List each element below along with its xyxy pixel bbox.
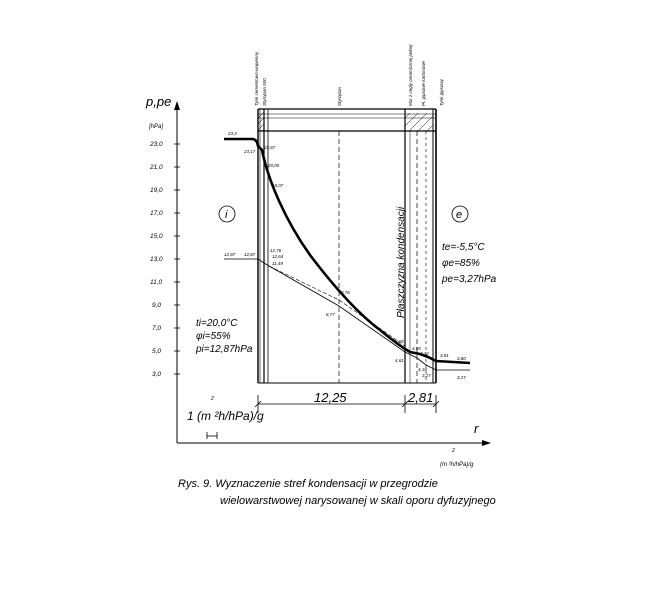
point-label: 4,18 (418, 367, 427, 372)
point-label: 3,27 (422, 373, 431, 378)
x-axis-unit-exp: 2 (452, 448, 455, 454)
scale-label: 1 (m ²h/hPa)/g (187, 409, 264, 423)
inside-pressure: pi=12,87hPa (196, 344, 253, 355)
layer-label: Pł. gipsowe kartonowe (421, 60, 426, 106)
y-tick-label: 19,0 (150, 187, 163, 194)
layer-label: Styropian 500 (262, 78, 267, 106)
point-label: 4,61 (395, 358, 404, 363)
y-tick-label: 23,0 (150, 141, 163, 148)
y-tick-label: 5,0 (152, 348, 162, 355)
point-label: 23,4 (228, 131, 237, 136)
point-label: 23,17 (244, 149, 256, 154)
x-axis-label: r (474, 421, 479, 436)
point-label: 12,64 (272, 254, 284, 259)
inside-humidity: φi=55% (196, 331, 231, 342)
scale-exp: 2 (211, 396, 214, 402)
outside-temp: te=-5,5°C (442, 242, 485, 253)
condensation-plane-label: Płaszczyzna kondensacji (396, 206, 407, 318)
point-label: 4,55 (412, 346, 421, 351)
point-label: 12,87 (244, 252, 256, 257)
point-label: 18,07 (272, 183, 284, 188)
y-tick-label: 17,0 (150, 210, 163, 217)
wall-section (258, 109, 436, 383)
point-label: 20,05 (268, 163, 280, 168)
layer-label: Styropian (337, 86, 342, 106)
layer-label: Tynk cementowo-wapienny (254, 51, 259, 106)
y-tick-label: 21,0 (150, 164, 163, 171)
point-label: 3,27 (457, 375, 466, 380)
outside-symbol: e (456, 209, 463, 221)
y-axis-arrow (174, 101, 180, 110)
inside-temp: ti=20,0°C (196, 318, 238, 329)
y-tick-label: 7,0 (152, 325, 162, 332)
y-tick-label: 9,0 (152, 302, 162, 309)
point-label: 4,22 (420, 351, 429, 356)
caption-line-1: Rys. 9. Wyznaczenie stref kondensacji w przegrodzie (178, 478, 438, 490)
scale-bar (207, 432, 217, 439)
y-tick-label: 11,0 (150, 279, 163, 286)
point-label: 3,91 (440, 353, 449, 358)
y-tick-label: 3,0 (152, 371, 162, 378)
point-label: 11,49 (272, 261, 283, 266)
dimension-label-2: 2,81 (408, 390, 434, 405)
layer-label: Mur z cegły ceramicznej pełnej (408, 44, 413, 106)
point-label: 8,77 (326, 312, 335, 317)
y-axis-label: p,pe (146, 94, 172, 109)
outside-humidity: φe=85% (442, 258, 480, 269)
point-label: 22,87 (264, 145, 276, 150)
y-tick-label: 15,0 (150, 233, 163, 240)
caption-line-2: wielowarstwowej narysowanej w skali oporu dyfuzyjnego (220, 495, 496, 507)
point-label: 12,87 (224, 252, 236, 257)
x-axis-unit: (m ²h/hPa)/g (440, 462, 474, 468)
wall-hatch (258, 112, 433, 131)
y-axis-unit: [hPa] (149, 124, 164, 130)
point-label: 9,76 (341, 290, 350, 295)
layer-label: Tynk gipsowy (439, 79, 444, 106)
figure-caption (178, 476, 508, 510)
point-label: 5,05 (395, 339, 404, 344)
outside-pressure: pe=3,27hPa (442, 274, 497, 285)
point-label: 3,80 (457, 356, 466, 361)
x-axis-arrow (482, 440, 491, 446)
y-tick-label: 13,0 (150, 256, 163, 263)
point-label: 12,76 (270, 248, 282, 253)
dimension-label-1: 12,25 (314, 390, 347, 405)
inside-symbol: i (225, 209, 228, 221)
